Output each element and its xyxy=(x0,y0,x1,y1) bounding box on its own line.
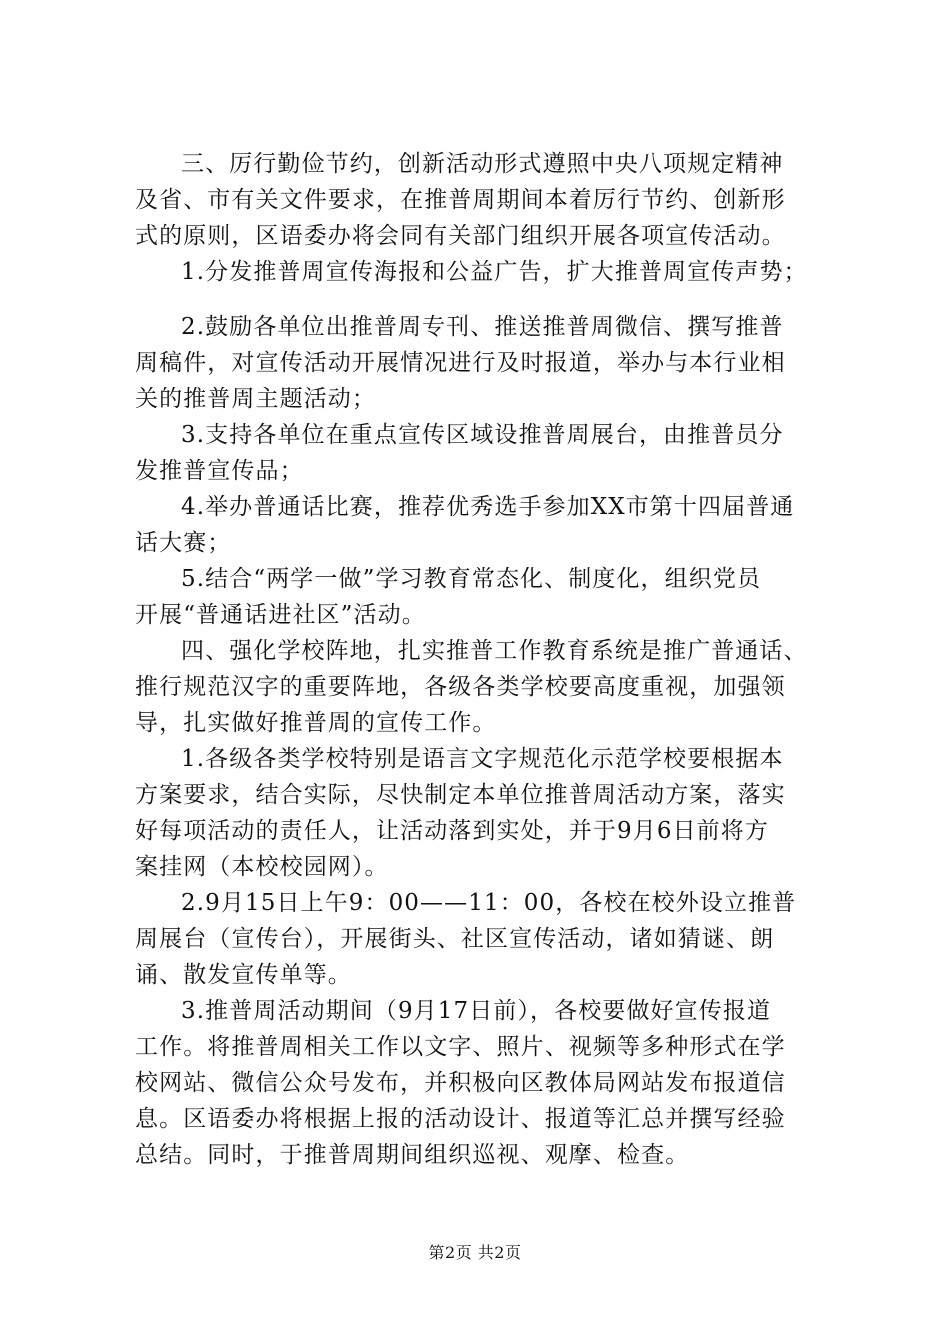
paragraph-section-3 xyxy=(135,146,835,254)
text-line: 5.结合“两学一做”学习教育常态化、制度化，组织党员 xyxy=(181,566,762,592)
list-item xyxy=(135,309,835,417)
text-line: 4.举办普通话比赛，推荐优秀选手参加XX市第十四届普通 xyxy=(181,494,795,520)
text-line: 式的原则，区语委办将会同有关部门组织开展各项宣传活动。 xyxy=(135,223,786,249)
text-line: 及省、市有关文件要求，在推普周期间本着厉行节约、创新形 xyxy=(135,187,786,213)
text-line: 发推普宣传品； xyxy=(135,458,304,484)
page-number-footer: 第2页 共2页 xyxy=(428,1243,522,1262)
list-item xyxy=(135,417,835,489)
text-line: 四、强化学校阵地，扎实推普工作教育系统是推广普通话、 xyxy=(181,638,808,664)
text-line: 息。区语委办将根据上报的活动设计、报道等汇总并撰写经验 xyxy=(135,1106,786,1132)
text-line: 1.各级各类学校特别是语言文字规范化示范学校要根据本 xyxy=(181,746,784,772)
text-line: 话大赛； xyxy=(135,530,232,556)
list-item xyxy=(135,254,835,290)
text-line: 方案要求，结合实际，尽快制定本单位推普周活动方案，落实 xyxy=(135,782,786,808)
text-line: 周展台（宣传台），开展街头、社区宣传活动，诸如猜谜、朗 xyxy=(135,926,775,952)
list-item xyxy=(135,885,835,993)
paragraph-gap xyxy=(135,290,835,309)
text-line: 关的推普周主题活动； xyxy=(135,386,376,412)
text-line: 周稿件，对宣传活动开展情况进行及时报道，举办与本行业相 xyxy=(135,350,786,376)
list-item xyxy=(135,741,835,885)
text-line: 三、厉行勤俭节约，创新活动形式遵照中央八项规定精神 xyxy=(181,151,784,177)
text-line: 案挂网（本校校园网）。 xyxy=(135,854,389,880)
text-line: 好每项活动的责任人，让活动落到实处，并于9月6日前将方 xyxy=(135,818,769,844)
text-line: 3.支持各单位在重点宣传区域设推普周展台，由推普员分 xyxy=(181,422,784,448)
text-line: 推行规范汉字的重要阵地，各级各类学校要高度重视，加强领 xyxy=(135,674,786,700)
text-line: 2.9月15日上午9：00——11：00，各校在校外设立推普 xyxy=(181,890,797,916)
list-item xyxy=(135,993,835,1173)
document-body xyxy=(135,146,835,1173)
list-item xyxy=(135,561,835,633)
text-line: 1.分发推普周宣传海报和公益广告，扩大推普周宣传声势； xyxy=(181,259,808,285)
text-line: 工作。将推普周相关工作以文字、照片、视频等多种形式在学 xyxy=(135,1034,786,1060)
text-line: 2.鼓励各单位出推普周专刊、推送推普周微信、撰写推普 xyxy=(181,314,784,340)
text-line: 总结。同时，于推普周期间组织巡视、观摩、检查。 xyxy=(135,1142,690,1168)
text-line: 校网站、微信公众号发布，并积极向区教体局网站发布报道信 xyxy=(135,1070,786,1096)
text-line: 3.推普周活动期间（9月17日前），各校要做好宣传报道 xyxy=(181,998,772,1024)
text-line: 诵、散发宣传单等。 xyxy=(135,962,352,988)
text-line: 导，扎实做好推普周的宣传工作。 xyxy=(135,710,497,736)
paragraph-section-4 xyxy=(135,633,835,741)
text-line: 开展“普通话进社区”活动。 xyxy=(135,602,426,628)
list-item xyxy=(135,489,835,561)
